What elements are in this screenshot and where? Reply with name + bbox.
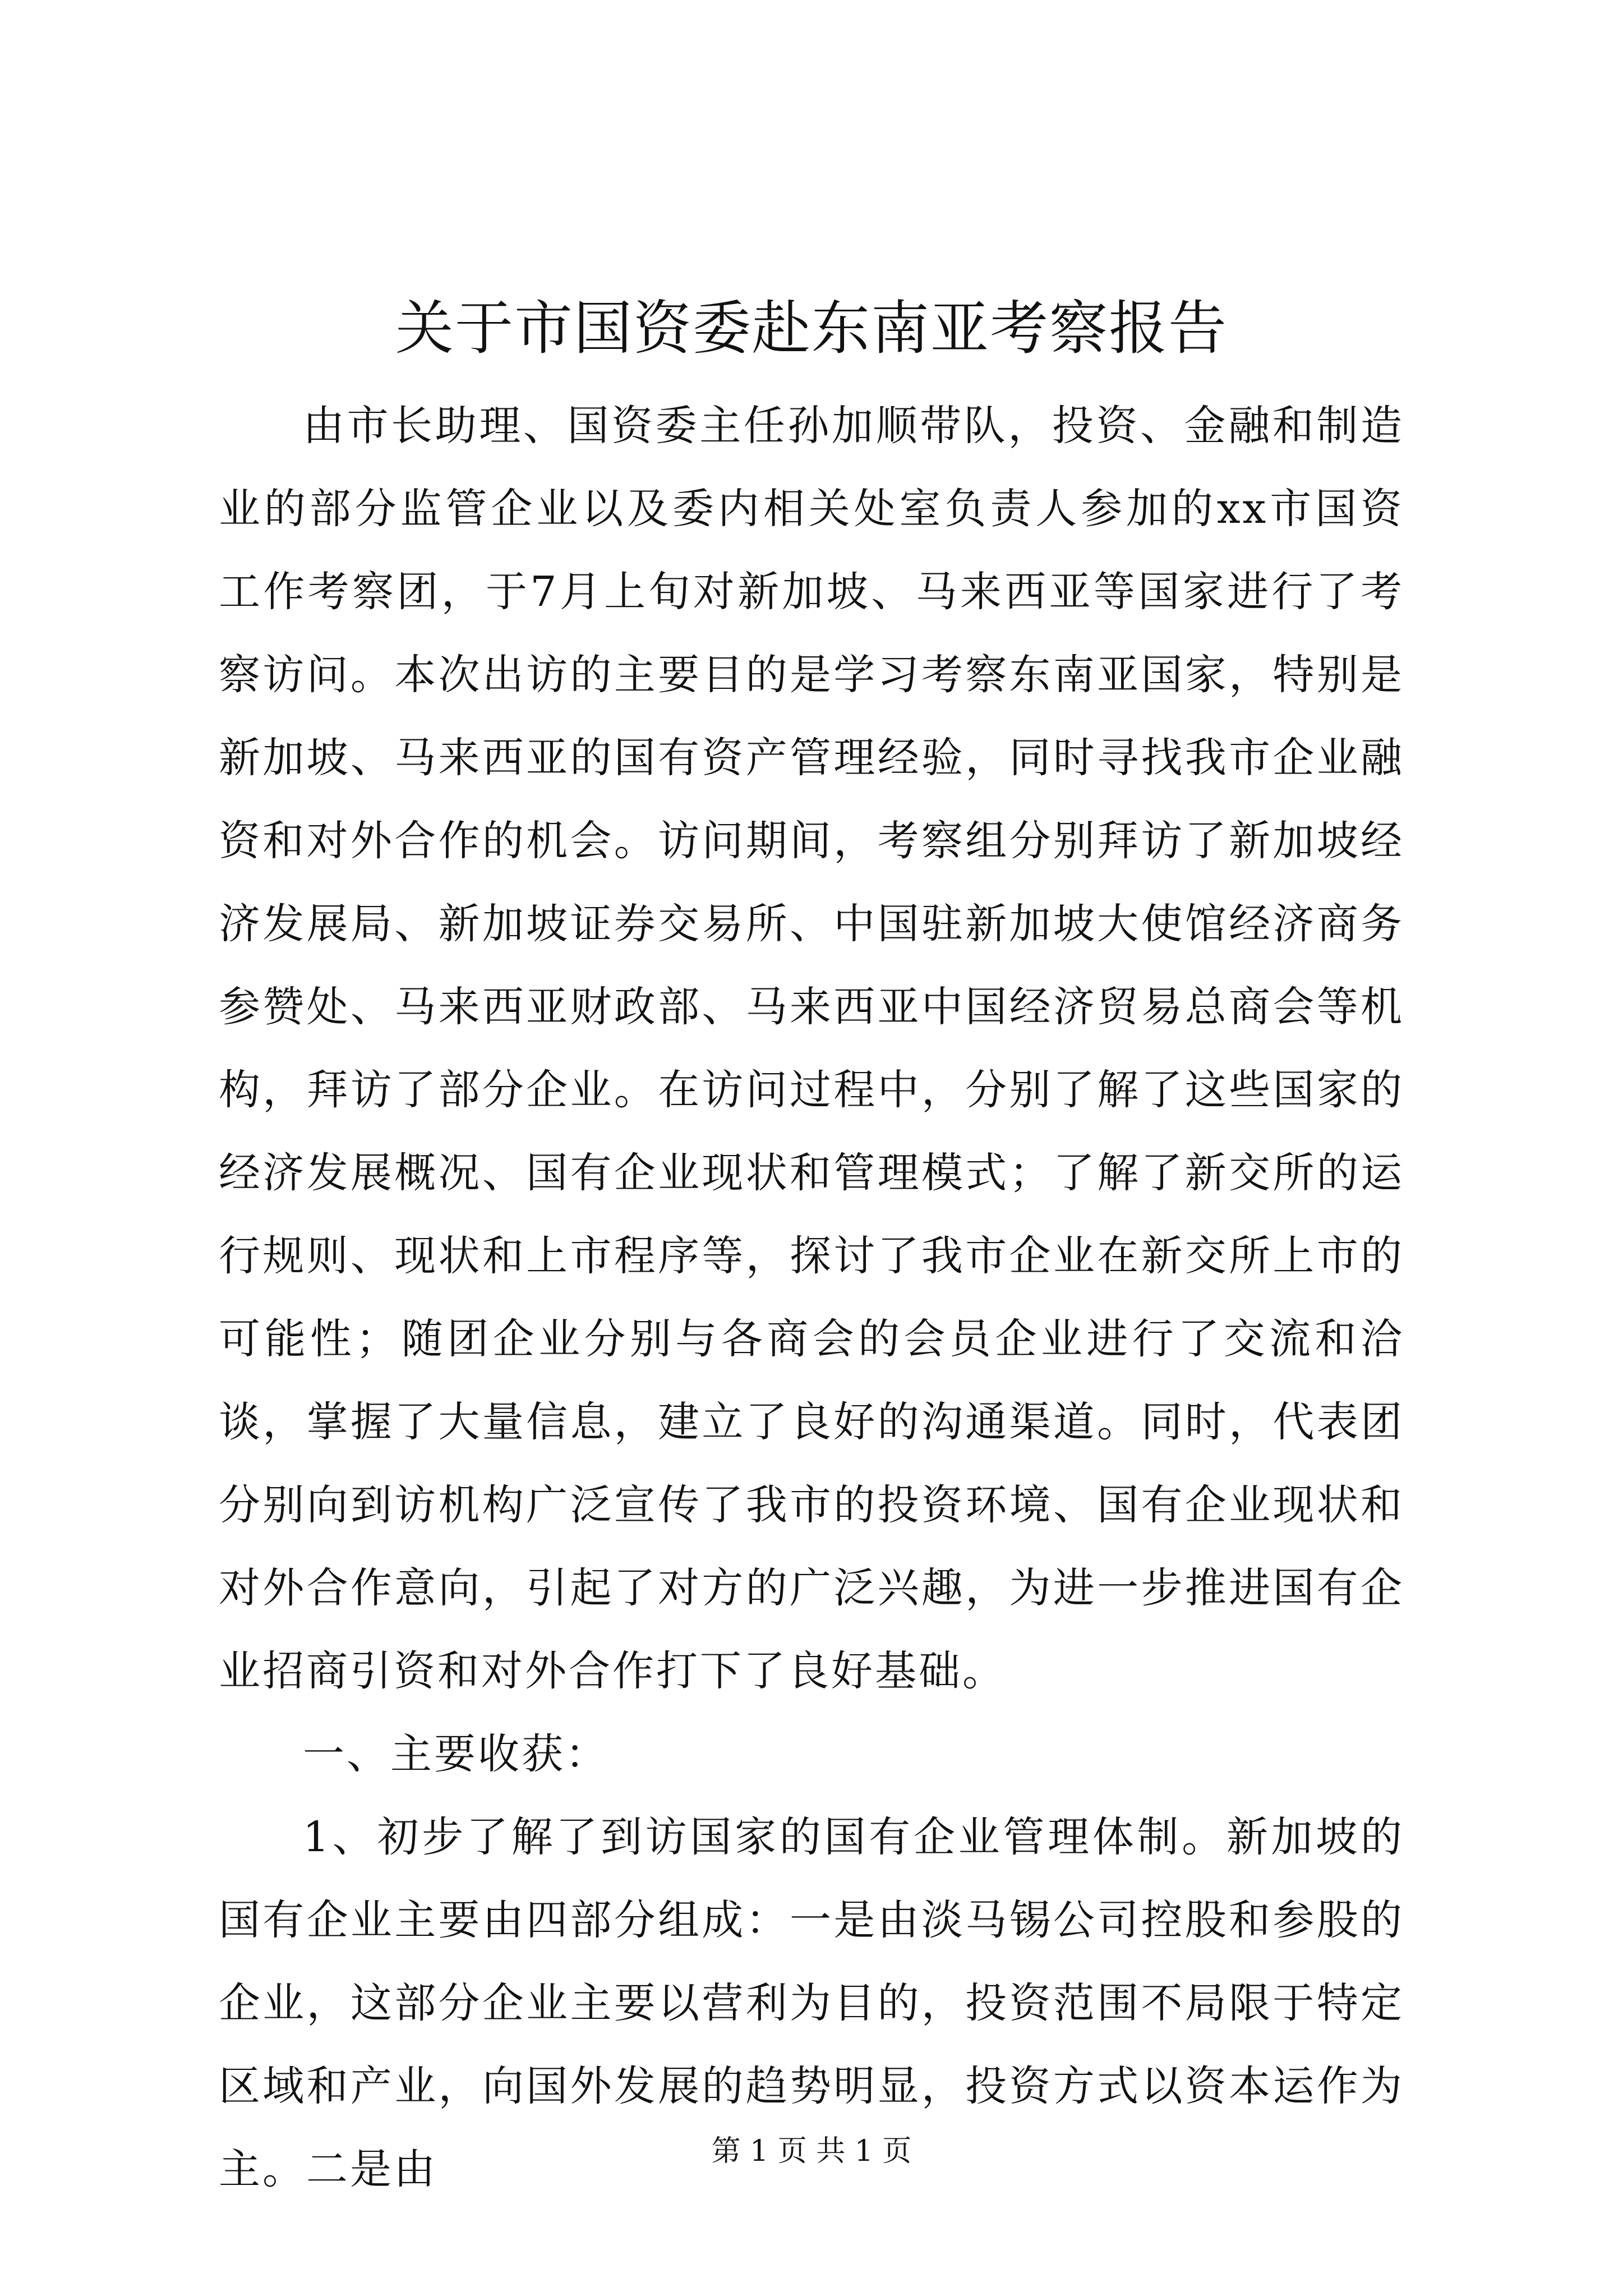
paragraph-intro: 由市长助理、国资委主任孙加顺带队，投资、金融和制造业的部分监管企业以及委内相关处室负责人参加的xx市国资工作考察团，于7月上旬对新加坡、马来西亚等国家进行了考察访问。本次出访的主要目的是学习考察东南亚国家，特别是新加坡、马来西亚的国有资产管理经验，同时寻找我市企业融资和对外合作的机会。访问期间，考察组分别拜访了新加坡经济发展局、新加坡证券交易所、中国驻新加坡大使馆经济商务参赞处、马来西亚财政部、马来西亚中国经济贸易总商会等机构，拜访了部分企业。在访问过程中，分别了解了这些国家的经济发展概况、国有企业现状和管理模式；了解了新交所的运行规则、现状和上市程序等，探讨了我市企业在新交所上市的可能性；随团企业分别与各商会的会员企业进行了交流和洽谈，掌握了大量信息，建立了良好的沟通渠道。同时，代表团分别向到访机构广泛宣传了我市的投资环境、国有企业现状和对外合作意向，引起了对方的广泛兴趣，为进一步推进国有企业招商引资和对外合作打下了良好基础。 — [219, 402, 1404, 1695]
paragraph-section-heading: 一、主要收获： — [303, 1730, 609, 1778]
page-footer: 第 1 页 共 1 页 — [711, 2134, 912, 2168]
paragraph-item-1: 1、初步了解了到访国家的国有企业管理体制。新加坡的国有企业主要由四部分组成：一是由淡马锡公司控股和参股的企业，这部分企业主要以营利为目的，投资范围不局限于特定区域和产业，向国外发展的趋势明显，投资方式以资本运作为主。二是由 — [219, 1813, 1404, 2193]
document-body — [219, 384, 1404, 2211]
document-title: 关于市国资委赴东南亚考察报告 — [395, 294, 1228, 362]
